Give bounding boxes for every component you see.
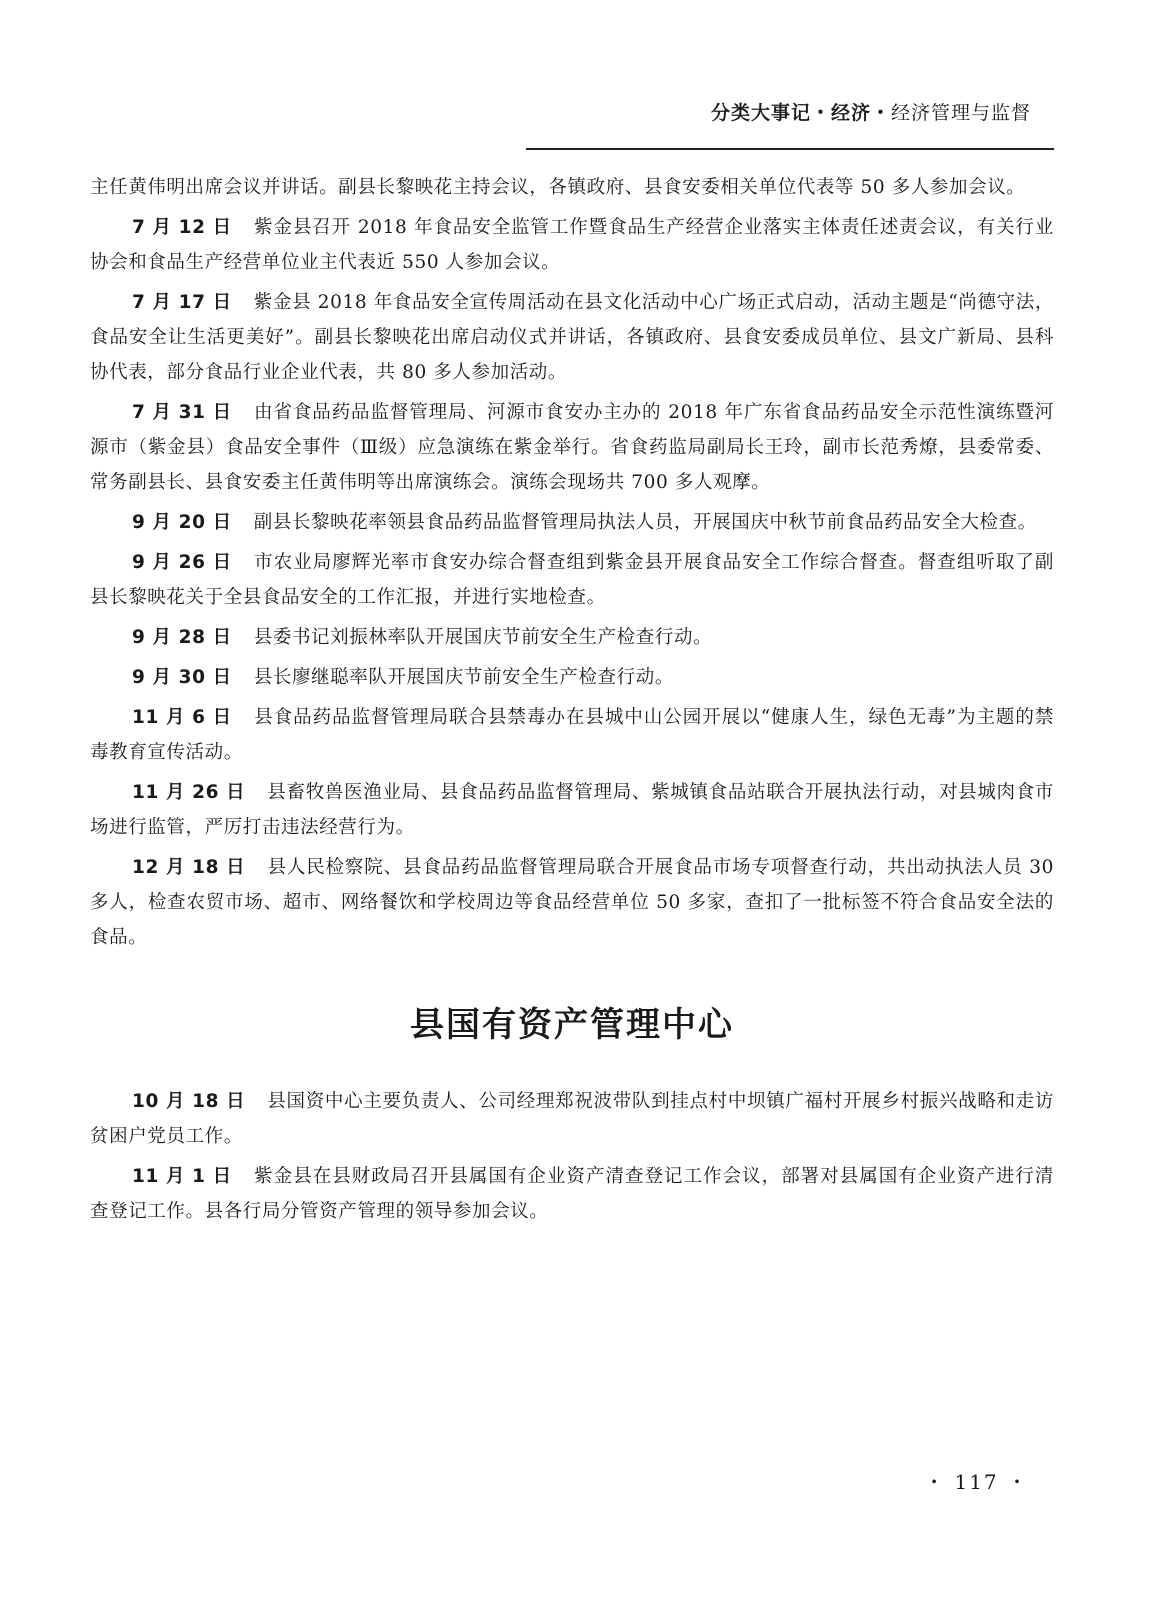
chronicle-entry [90, 700, 1054, 770]
entry-text: 县委书记刘振林率队开展国庆节前安全生产检查行动。 [253, 627, 713, 648]
entry-date: 9 月 30 日 [132, 667, 232, 688]
entry-text: 县国资中心主要负责人、公司经理郑祝波带队到挂点村中坝镇广福村开展乡村振兴战略和走访贫困户党员工作。 [90, 1091, 1054, 1147]
entry-text: 县食品药品监督管理局联合县禁毒办在县城中山公园开展以“健康人生，绿色无毒”为主题的禁毒教育宣传活动。 [90, 707, 1054, 763]
entries-part1 [90, 170, 1054, 955]
entry-text: 主任黄伟明出席会议并讲话。副县长黎映花主持会议，各镇政府、县食安委相关单位代表等 50 多人参加会议。 [90, 177, 1026, 198]
chronicle-entry [90, 660, 1054, 695]
chronicle-entry [90, 775, 1054, 845]
entry-text: 由省食品药品监督管理局、河源市食安办主办的 2018 年广东省食品药品安全示范性演练暨河源市（紫金县）食品安全事件（Ⅲ级）应急演练在紫金举行。省食药监局副局长王玲，副市长范秀燎，县委常委、常务副县长、县食安委主任黄伟明等出席演练会。演练会现场共 700 多人观摩。 [90, 402, 1054, 493]
entry-date: 7 月 12 日 [132, 217, 232, 238]
chronicle-entry [90, 505, 1054, 540]
entry-text: 紫金县召开 2018 年食品安全监管工作暨食品生产经营企业落实主体责任述责会议，有关行业协会和食品生产经营单位业主代表近 550 人参加会议。 [90, 217, 1054, 273]
chronicle-entry [90, 620, 1054, 655]
chronicle-entry [90, 545, 1054, 615]
chronicle-entry [90, 210, 1054, 280]
chronicle-entry [90, 285, 1054, 390]
page-body [90, 170, 1054, 1234]
running-header-main: 分类大事记・经济・ [710, 102, 891, 124]
entry-text: 县畜牧兽医渔业局、县食品药品监督管理局、紫城镇食品站联合开展执法行动，对县城肉食市场进行监管，严厉打击违法经营行为。 [90, 782, 1054, 838]
entry-text: 紫金县 2018 年食品安全宣传周活动在县文化活动中心广场正式启动，活动主题是“尚德守法，食品安全让生活更美好”。副县长黎映花出席启动仪式并讲话，各镇政府、县食安委成员单位、县文广新局、县科协代表，部分食品行业企业代表，共 80 多人参加活动。 [90, 292, 1054, 383]
entries-part2 [90, 1084, 1054, 1229]
entry-date: 7 月 17 日 [132, 292, 232, 313]
entry-date: 10 月 18 日 [132, 1091, 246, 1112]
entry-date: 7 月 31 日 [132, 402, 232, 423]
entry-date: 11 月 6 日 [132, 707, 232, 728]
chronicle-entry [90, 1159, 1054, 1229]
chronicle-entry [90, 170, 1054, 205]
chronicle-entry [90, 395, 1054, 500]
entry-date: 11 月 1 日 [132, 1166, 232, 1187]
entry-date: 11 月 26 日 [132, 782, 246, 803]
entry-text: 副县长黎映花率领县食品药品监督管理局执法人员，开展国庆中秋节前食品药品安全大检查。 [253, 512, 1037, 533]
page-number: ・ 117 ・ [924, 1470, 1029, 1494]
entry-text: 县长廖继聪率队开展国庆节前安全生产检查行动。 [253, 667, 674, 688]
entry-date: 9 月 28 日 [132, 627, 232, 648]
chronicle-entry [90, 850, 1054, 955]
entry-date: 12 月 18 日 [132, 857, 246, 878]
entry-text: 市农业局廖辉光率市食安办综合督查组到紫金县开展食品安全工作综合督查。督查组听取了副县长黎映花关于全县食品安全的工作汇报，并进行实地检查。 [90, 552, 1054, 608]
header-rule [526, 148, 1054, 150]
section-title: 县国有资产管理中心 [410, 1005, 734, 1045]
entry-text: 县人民检察院、县食品药品监督管理局联合开展食品市场专项督查行动，共出动执法人员 30 多人，检查农贸市场、超市、网络餐饮和学校周边等食品经营单位 50 多家，查扣了一批标签不符合食品安全法的食品。 [90, 857, 1054, 948]
running-header [711, 98, 1031, 125]
chronicle-entry [90, 1084, 1054, 1154]
entry-text: 紫金县在县财政局召开县属国有企业资产清查登记工作会议，部署对县属国有企业资产进行清查登记工作。县各行局分管资产管理的领导参加会议。 [90, 1166, 1054, 1222]
running-header-sub: 经济管理与监督 [890, 102, 1031, 124]
entry-date: 9 月 20 日 [132, 512, 232, 533]
entry-date: 9 月 26 日 [132, 552, 232, 573]
